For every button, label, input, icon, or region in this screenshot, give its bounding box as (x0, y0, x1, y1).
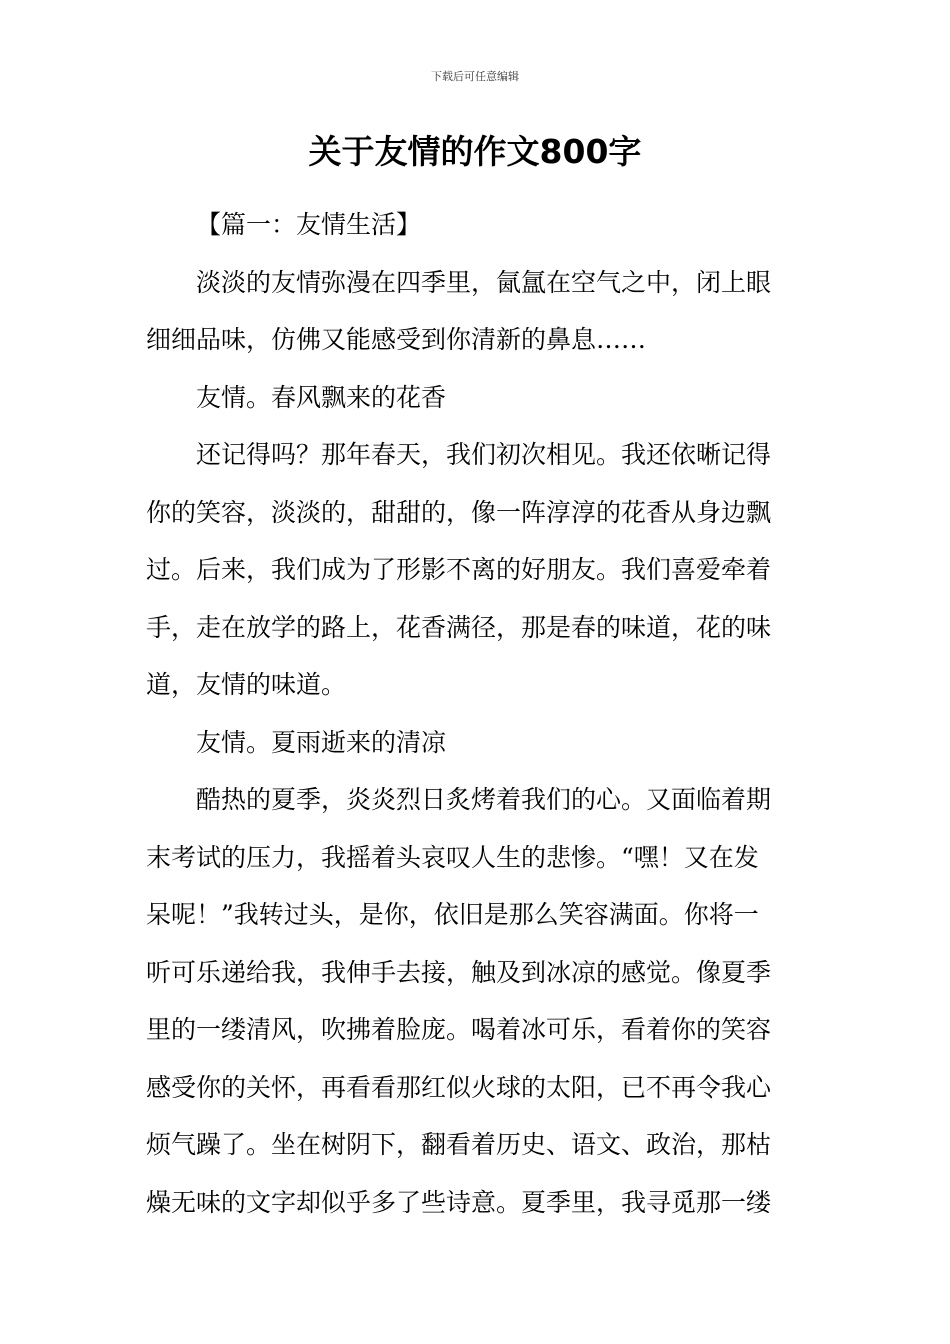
text-line: 燥无味的文字却似乎多了些诗意。夏季里，我寻觅那一缕 (146, 1187, 772, 1217)
text-line: 淡淡的友情弥漫在四季里，氤氲在空气之中，闭上眼 (196, 267, 772, 297)
section-heading: 【篇一：友情生活】 (196, 210, 422, 239)
text-line: 里的一缕清风，吹拂着脸庞。喝着冰可乐，看着你的笑容 (146, 1015, 772, 1044)
subheading-spring: 友情。春风飘来的花香 (196, 382, 447, 412)
text-line: 呆呢！”我转过头，是你，依旧是那么笑容满面。你将一 (146, 900, 759, 929)
text-line: 你的笑容，淡淡的，甜甜的，像一阵淳淳的花香从身边飘 (146, 497, 772, 527)
page-title: 关于友情的作文800字 (308, 132, 642, 171)
text-line: 听可乐递给我，我伸手去接，触及到冰凉的感觉。像夏季 (146, 957, 772, 987)
text-line: 手，走在放学的路上，花香满径，那是春的味道，花的味 (146, 612, 772, 642)
text-line: 末考试的压力，我摇着头哀叹人生的悲惨。“嘿！又在发 (146, 842, 759, 872)
text-line: 酷热的夏季，炎炎烈日炙烤着我们的心。又面临着期 (196, 785, 772, 814)
text-line: 烦气躁了。坐在树阴下，翻看着历史、语文、政治，那枯 (146, 1130, 772, 1159)
text-line: 细细品味，仿佛又能感受到你清新的鼻息…… (146, 325, 647, 354)
essay-body (146, 196, 806, 1231)
text-line: 还记得吗？那年春天，我们初次相见。我还依晰记得 (196, 440, 772, 469)
text-line: 过。后来，我们成为了形影不离的好朋友。我们喜爱牵着 (146, 555, 772, 584)
text-line: 道，友情的味道。 (146, 670, 347, 699)
text-line: 感受你的关怀，再看看那红似火球的太阳，已不再令我心 (146, 1072, 772, 1102)
subheading-summer: 友情。夏雨逝来的清凉 (196, 727, 447, 757)
header-note: 下载后可任意编辑 (431, 70, 519, 83)
